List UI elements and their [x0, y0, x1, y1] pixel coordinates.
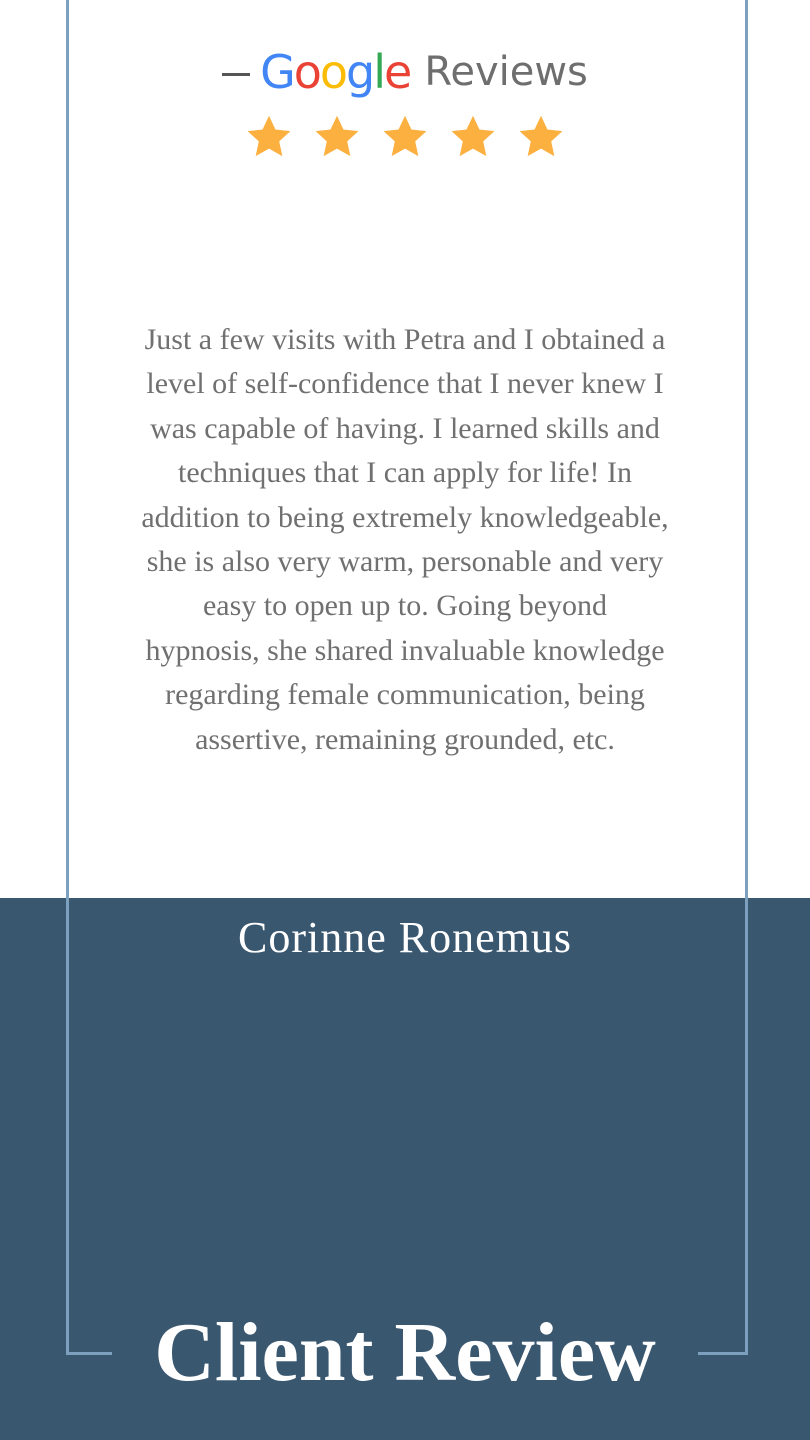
star-icon	[516, 112, 566, 162]
reviewer-name: Corinne Ronemus	[238, 913, 572, 962]
google-letter: o	[319, 45, 347, 99]
logo-dash	[222, 73, 250, 76]
google-letter: e	[384, 45, 411, 99]
google-letter: g	[346, 45, 374, 99]
google-letter: l	[373, 45, 385, 99]
google-wordmark	[260, 45, 411, 99]
google-letter: o	[293, 45, 320, 99]
google-reviews-logo	[0, 40, 810, 104]
star-icon	[244, 112, 294, 162]
star-rating	[0, 112, 810, 172]
star-icon	[380, 112, 430, 162]
client-review-heading: Client Review	[154, 1306, 656, 1399]
star-icon	[312, 112, 362, 162]
review-text: Just a few visits with Petra and I obtained a level of self-confidence that I never knew I was capable of having. I learned skills and techniques that I can apply for life! In addition to being extremely knowledgeable, she is also very warm, personable and very easy to open up to. Going beyond hypnosis, she shared invaluable knowledge regarding female communication, being assertive, remaining grounded, etc.	[141, 323, 669, 756]
google-letter: G	[260, 45, 294, 99]
star-icon	[448, 112, 498, 162]
reviews-wordmark: Reviews	[424, 49, 588, 95]
